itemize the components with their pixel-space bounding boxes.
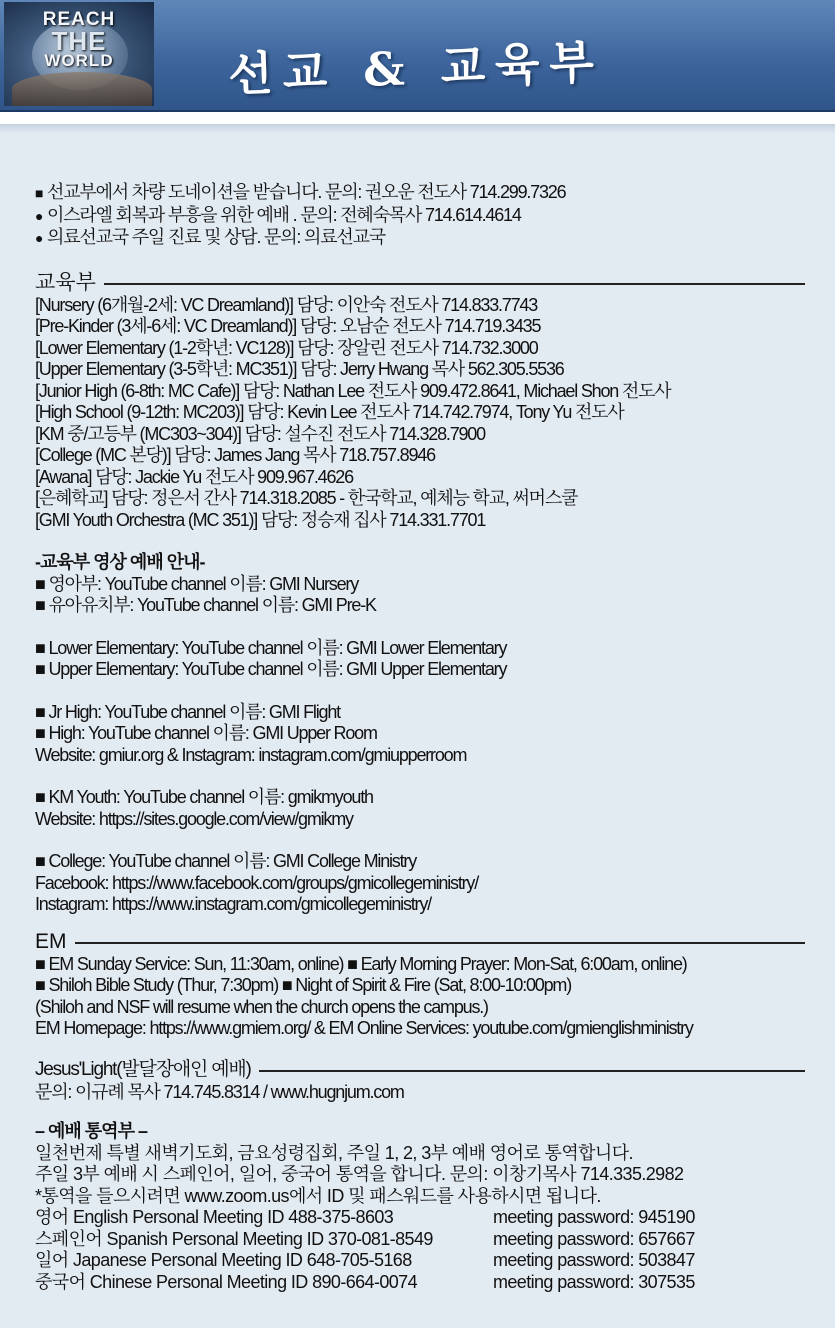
header-banner <box>0 0 835 112</box>
mission-section <box>35 182 805 250</box>
interpretation-item: 주일 3부 예배 시 스페인어, 일어, 중국어 통역을 합니다. 문의: 이창기목사 714.335.2982 <box>35 1164 684 1184</box>
education-item: [High School (9-12th: MC203)] 담당: Kevin Lee 전도사 714.742.7974, Tony Yu 전도사 <box>35 402 624 422</box>
meeting-row <box>35 1229 805 1251</box>
meeting-id: 일어 Japanese Personal Meeting ID 648-705-5168 <box>35 1250 412 1270</box>
video-link: Instagram: https://www.instagram.com/gmicollegeministry/ <box>35 894 431 914</box>
header-shadow <box>0 124 835 134</box>
video-item: ■ 영아부: YouTube channel 이름: GMI Nursery <box>35 573 359 594</box>
mission-item: ● 이스라엘 회복과 부흥을 위한 예배 . 문의: 전혜숙목사 714.614.4614 <box>35 204 521 225</box>
video-item: ■ Lower Elementary: YouTube channel 이름: GMI Lower Elementary <box>35 637 507 658</box>
video-link: Website: https://sites.google.com/view/gmikmy <box>35 808 353 829</box>
meeting-password: meeting password: 503847 <box>493 1250 695 1270</box>
heading-rule <box>75 942 806 944</box>
page-title: 선교 & 교육부 <box>227 34 605 102</box>
education-item: [KM 중/고등부 (MC303~304)] 담당: 설수진 전도사 714.328.7900 <box>35 423 485 444</box>
education-item: [Junior High (6-8th: MC Cafe)] 담당: Nathan Lee 전도사 909.472.8641, Michael Shon 전도사 <box>35 380 671 401</box>
education-item: [Pre-Kinder (3세-6세: VC Dreamland)] 담당: 오남순 전도사 714.719.3435 <box>35 316 541 336</box>
meeting-id: 스페인어 Spanish Personal Meeting ID 370-081-8549 <box>35 1228 433 1249</box>
em-heading: EM <box>35 930 805 954</box>
video-item: ■ 유아유치부: YouTube channel 이름: GMI Pre-K <box>35 595 376 615</box>
interpretation-heading: – 예배 통역부 – <box>35 1121 147 1141</box>
education-item: [Nursery (6개월-2세: VC Dreamland)] 담당: 이안숙 전도사 714.833.7743 <box>35 294 538 315</box>
jesus-light-contact: 문의: 이규례 목사 714.745.8314 / www.hugnjum.com <box>35 1081 404 1102</box>
logo-text-world: WORLD <box>44 51 114 70</box>
meeting-password: meeting password: 657667 <box>493 1228 695 1249</box>
video-link: Website: gmiur.org & Instagram: instagram.com/gmiupperroom <box>35 744 467 765</box>
jesus-light-heading: Jesus'Light(발달장애인 예배) <box>35 1058 805 1082</box>
video-item: ■ Upper Elementary: YouTube channel 이름: GMI Upper Elementary <box>35 659 507 679</box>
interpretation-item: *통역을 들으시려면 www.zoom.us에서 ID 및 패스워드를 사용하시면 됩니다. <box>35 1185 601 1206</box>
meeting-password: meeting password: 307535 <box>493 1271 695 1292</box>
heading-rule <box>259 1070 805 1072</box>
meeting-row <box>35 1207 805 1229</box>
meeting-id: 중국어 Chinese Personal Meeting ID 890-664-0074 <box>35 1271 417 1292</box>
hands-icon <box>12 72 152 106</box>
video-item: ■ College: YouTube channel 이름: GMI College Ministry <box>35 851 416 871</box>
video-item: ■ Jr High: YouTube channel 이름: GMI Flight <box>35 701 340 722</box>
video-item: ■ High: YouTube channel 이름: GMI Upper Room <box>35 723 377 743</box>
em-section <box>35 954 805 1040</box>
mission-item: ■ 선교부에서 차량 도네이션을 받습니다. 문의: 권오운 전도사 714.299.7326 <box>35 182 566 202</box>
education-item: [은혜학교] 담당: 정은서 간사 714.318.2085 - 한국학교, 예체능 학교, 써머스쿨 <box>35 488 578 508</box>
video-worship-heading: -교육부 영상 예배 안내- <box>35 552 205 572</box>
logo-text-the: THE <box>51 26 107 56</box>
education-list <box>35 295 805 532</box>
education-item: [Upper Elementary (3-5학년: MC351)] 담당: Jerry Hwang 목사 562.305.5536 <box>35 359 564 379</box>
education-item: [GMI Youth Orchestra (MC 351)] 담당: 정승재 집사 714.331.7701 <box>35 509 486 530</box>
video-link: Facebook: https://www.facebook.com/groups/gmicollegeministry/ <box>35 872 479 893</box>
heading-rule <box>104 283 805 285</box>
education-item: [College (MC 본당)] 담당: James Jang 목사 718.757.8946 <box>35 445 435 465</box>
education-item: [Lower Elementary (1-2학년: VC128)] 담당: 장알린 전도사 714.732.3000 <box>35 337 538 358</box>
mission-item: ● 의료선교국 주일 진료 및 상담. 문의: 의료선교국 <box>35 227 385 247</box>
em-item: ■ Shiloh Bible Study (Thur, 7:30pm) ■ Night of Spirit & Fire (Sat, 8:00-10:00pm) <box>35 975 572 995</box>
reach-the-world-logo <box>4 2 154 106</box>
em-item: (Shiloh and NSF will resume when the church opens the campus.) <box>35 996 488 1017</box>
bulletin-content <box>35 182 805 1293</box>
interpretation-section <box>35 1121 805 1293</box>
video-item: ■ KM Youth: YouTube channel 이름: gmikmyouth <box>35 787 373 807</box>
video-worship-section <box>35 552 805 916</box>
header-divider <box>0 112 835 124</box>
meeting-id: 영어 English Personal Meeting ID 488-375-8603 <box>35 1207 394 1227</box>
em-links: EM Homepage: https://www.gmiem.org/ & EM Online Services: youtube.com/gmienglishministry <box>35 1018 693 1038</box>
meeting-row <box>35 1250 805 1272</box>
em-item: ■ EM Sunday Service: Sun, 11:30am, online) ■ Early Morning Prayer: Mon-Sat, 6:00am, online) <box>35 953 687 974</box>
logo-text-reach: REACH <box>42 9 116 30</box>
meeting-password: meeting password: 945190 <box>493 1207 695 1227</box>
meeting-row <box>35 1272 805 1294</box>
education-item: [Awana] 담당: Jackie Yu 전도사 909.967.4626 <box>35 466 353 487</box>
interpretation-item: 일천번제 특별 새벽기도회, 금요성령집회, 주일 1, 2, 3부 예배 영어로 통역합니다. <box>35 1142 633 1163</box>
education-heading: 교육부 <box>35 271 805 295</box>
